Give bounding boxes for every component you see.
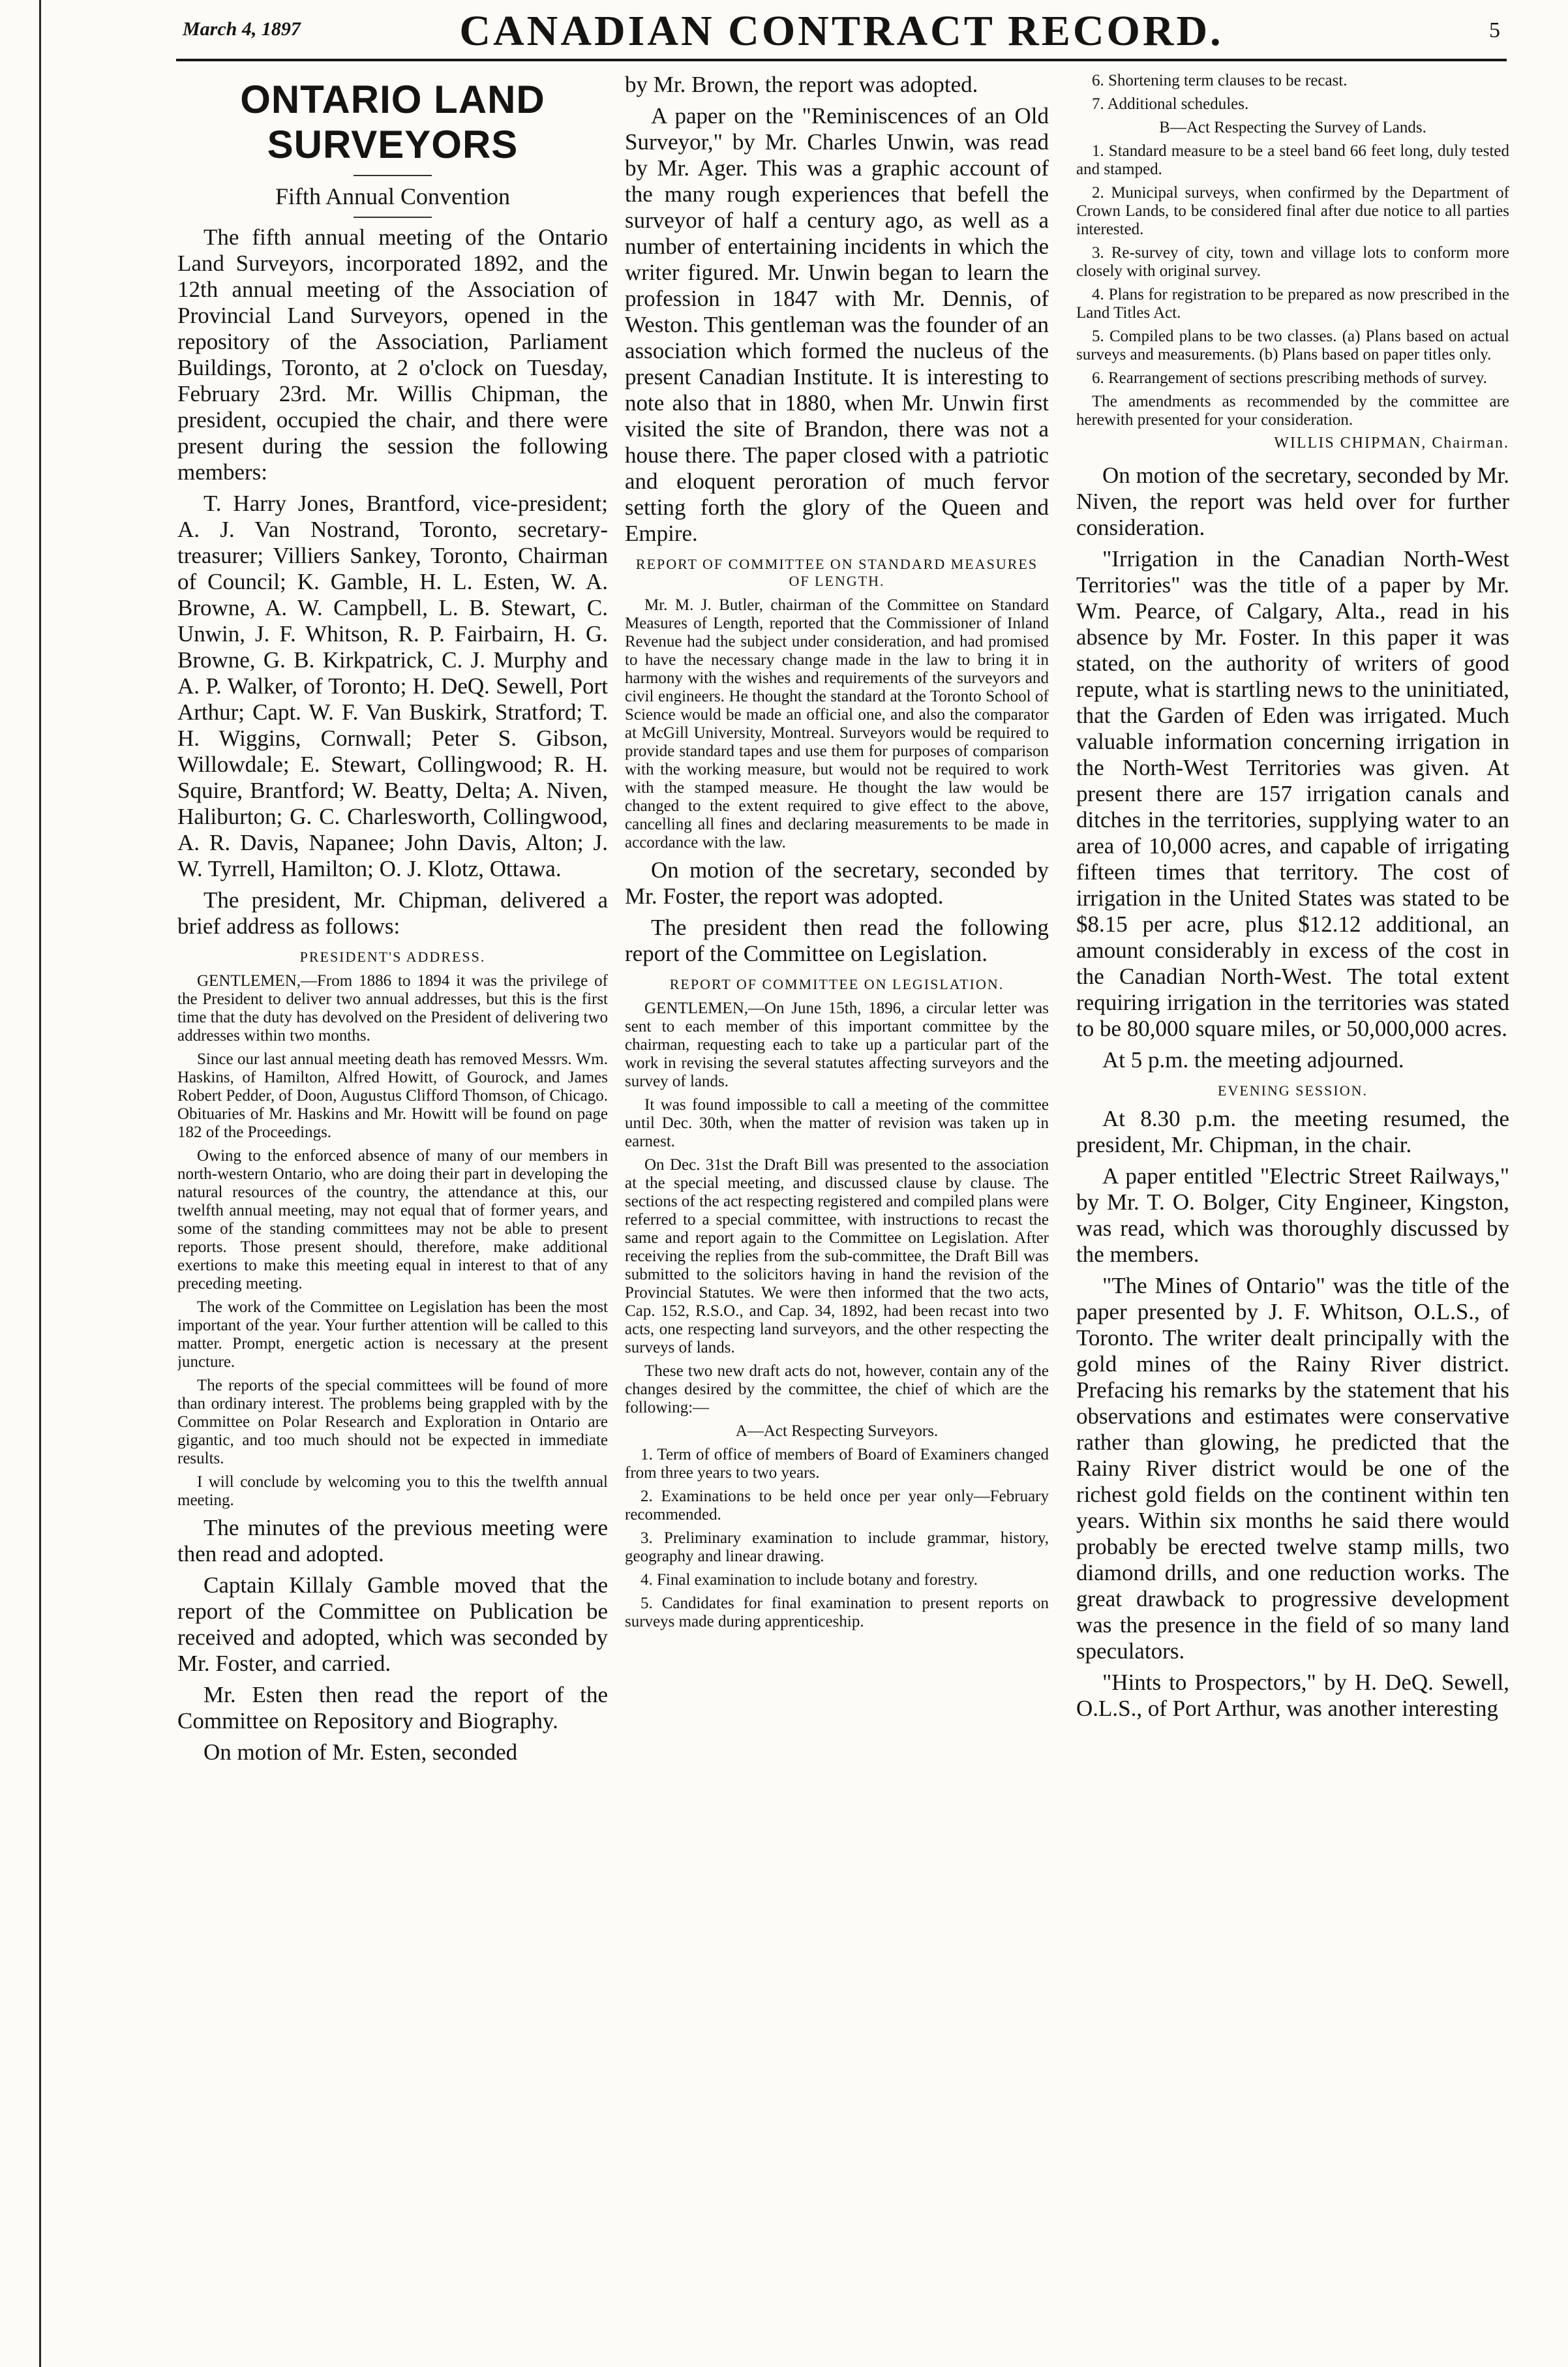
paragraph: I will conclude by welcoming you to this the twelfth annual meeting. — [177, 1473, 608, 1509]
list-item: 5. Compiled plans to be two classes. (a) Plans based on actual surveys and measurements. (b) Plans based on paper titles only. — [1076, 328, 1509, 363]
paragraph: The amendments as recommended by the committee are herewith presented for your consideration. — [1076, 393, 1509, 429]
paragraph: On motion of the secretary, seconded by Mr. Niven, the report was held over for further consideration. — [1076, 463, 1509, 540]
paragraph: At 5 p.m. the meeting adjourned. — [1102, 1047, 1404, 1073]
publication-title: CANADIAN CONTRACT RECORD. — [459, 7, 1224, 55]
masthead — [176, 4, 1507, 67]
paragraph: The president then read the following report of the Committee on Legislation. — [625, 915, 1049, 966]
divider — [354, 175, 432, 176]
list-item: 2. Municipal surveys, when confirmed by the Department of Crown Lands, to be considered final after due notice to all parties interested. — [1076, 184, 1509, 238]
paragraph: The fifth annual meeting of the Ontario Land Surveyors, incorporated 1892, and the 12th annual meeting of the Association of Provincial Land Surveyors, opened in the repository of the Association, Parliament Buildings, Toronto, at 2 o'clock on Tuesday, February 23rd. Mr. Willis Chipman, the president, occupied the chair, and there were present during the session the following members: — [177, 224, 608, 485]
list-item: 6. Rearrangement of sections prescribing methods of survey. — [1092, 369, 1487, 387]
paragraph: "Hints to Prospectors," by H. DeQ. Sewell, O.L.S., of Port Arthur, was another interesting — [1076, 1670, 1509, 1721]
paragraph: T. Harry Jones, Brantford, vice-president; A. J. Van Nostrand, Toronto, secretary-treasurer; Villiers Sankey, Toronto, Chairman of Council; K. Gamble, H. L. Esten, W. A. Browne, A. W. Campbell, L. B. Stewart, C. Unwin, J. F. Whitson, R. P. Fairbairn, H. G. Browne, G. B. Kirkpatrick, C. J. Murphy and A. P. Walker, of Toronto; H. DeQ. Sewell, Port Arthur; Capt. W. F. Van Buskirk, Stratford; T. H. Wiggins, Cornwall; Peter S. Gibson, Willowdale; E. Stewart, Collingwood; R. H. Squire, Brantford; W. Beatty, Delta; A. Niven, Haliburton; G. C. Charlesworth, Collingwood, A. R. Davis, Napanee; John Davis, Alton; J. W. Tyrrell, Hamilton; O. J. Klotz, Ottawa. — [177, 491, 608, 881]
signature-line: WILLIS CHIPMAN, Chairman. — [1274, 435, 1509, 451]
column-2 — [625, 72, 1049, 2342]
list-item: 4. Final examination to include botany and forestry. — [641, 1571, 978, 1589]
paragraph: A paper entitled "Electric Street Railways," by Mr. T. O. Bolger, City Engineer, Kingston, was read, which was thoroughly discussed by the members. — [1076, 1163, 1509, 1267]
paragraph: The reports of the special committees will be found of more than ordinary interest. The problems being grappled with by the Committee on Polar Research and Exploration in Ontario are gigantic, and too much should not be expected in immediate results. — [177, 1377, 608, 1467]
section-heading: EVENING SESSION. — [1218, 1082, 1368, 1099]
paragraph: On Dec. 31st the Draft Bill was presented to the association at the special meeting, and discussed clause by clause. The sections of the act respecting registered and compiled plans were referred to a special committee, with instructions to recast the same and report again to the Committee on Legislation. After receiving the replies from the sub-committee, the Draft Bill was submitted to the solicitors having in hand the revision of the Provincial Statutes. We were then informed that the two acts, Cap. 152, R.S.O., and Cap. 34, 1892, had been recast into two acts, one respecting land surveyors, and the other respecting the surveys of lands. — [625, 1156, 1049, 1356]
list-heading: B—Act Respecting the Survey of Lands. — [1159, 119, 1426, 136]
paragraph: The president, Mr. Chipman, delivered a brief address as follows: — [177, 887, 608, 939]
masthead-rule — [176, 59, 1507, 61]
column-3 — [1076, 72, 1509, 2342]
list-item: 6. Shortening term clauses to be recast. — [1092, 72, 1348, 89]
paragraph: Mr. M. J. Butler, chairman of the Committee on Standard Measures of Length, reported that the Commissioner of Inland Revenue had the subject under consideration, and had promised to have the necessary change made in the law to bring it in harmony with the wishes and requirements of the surveyors and civil engineers. He thought the standard at the Toronto School of Science would be made an official one, and also the comparator at McGill University, Montreal. Surveyors would be required to provide standard tapes and use them for purposes of comparison with the working measure, but would not be required to work with the stamped measure. He thought the law would be changed to the extent required to give effect to the above, cancelling all fines and declaring measurements to be made in accordance with the law. — [625, 596, 1049, 851]
paragraph: The minutes of the previous meeting were then read and adopted. — [177, 1515, 608, 1566]
issue-date: March 4, 1897 — [183, 18, 301, 40]
list-item: 4. Plans for registration to be prepared as now prescribed in the Land Titles Act. — [1076, 286, 1509, 322]
list-item: 1. Term of office of members of Board of Examiners changed from three years to two years. — [625, 1446, 1049, 1482]
list-item: 5. Candidates for final examination to present reports on surveys made during apprenticeship. — [625, 1595, 1049, 1630]
paragraph: Owing to the enforced absence of many of our members in north-western Ontario, who are doing their part in developing the natural resources of the country, the attendance at this, our twelfth annual meeting, may not equal that of former years, and some of the standing committees may not be able to present reports. Those present should, therefore, make additional exertions to make this meeting equal in interest to that of any preceding meeting. — [177, 1147, 608, 1292]
list-item: 7. Additional schedules. — [1092, 95, 1249, 113]
paragraph: GENTLEMEN,—From 1886 to 1894 it was the privilege of the President to deliver two annual addresses, but this is the first time that the duty has devolved on the President of delivering two addresses within two months. — [177, 972, 608, 1045]
paragraph: by Mr. Brown, the report was adopted. — [625, 72, 978, 97]
list-heading: A—Act Respecting Surveyors. — [735, 1422, 939, 1440]
paragraph: The work of the Committee on Legislation has been the most important of the year. Your further attention will be called to this matter. Prompt, energetic action is necessary at the present juncture. — [177, 1298, 608, 1371]
list-item: 3. Re-survey of city, town and village lots to conform more closely with original survey. — [1076, 244, 1509, 280]
column-1 — [177, 72, 608, 2342]
section-heading: PRESIDENT'S ADDRESS. — [299, 949, 486, 965]
paragraph: It was found impossible to call a meeting of the committee until Dec. 30th, when the matter of revision was taken up in earnest. — [625, 1096, 1049, 1150]
page-number: 5 — [1489, 18, 1500, 42]
paragraph: These two new draft acts do not, however, contain any of the changes desired by the committee, the chief of which are the following:— — [625, 1362, 1049, 1416]
list-item: 3. Preliminary examination to include grammar, history, geography and linear drawing. — [625, 1529, 1049, 1565]
article-title: ONTARIO LAND SURVEYORS — [240, 78, 545, 166]
article-subtitle: Fifth Annual Convention — [275, 183, 510, 209]
paragraph: Mr. Esten then read the report of the Committee on Repository and Biography. — [177, 1682, 608, 1733]
paragraph: "Irrigation in the Canadian North-West Territories" was the title of a paper by Mr. Wm. Pearce, of Calgary, Alta., read in his absence by Mr. Foster. In this paper it was stated, on the authority of writers of good repute, what is startling news to the uninitiated, that the Garden of Eden was irrigated. Much valuable information concerning irrigation in the North-West Territories was given. At present there are 157 irrigation canals and ditches in the territories, supplying water to an area of 10,000 acres, and capable of irrigating fifteen times that territory. The cost of irrigation in the United States was stated to be $8.15 per acre, plus $12.12 additional, an amount considerably in excess of the cost in the Canadian North-West. The total extent requiring irrigation in the territories was stated to be 80,000 square miles, or 50,000,000 acres. — [1076, 546, 1509, 1041]
paragraph: At 8.30 p.m. the meeting resumed, the president, Mr. Chipman, in the chair. — [1076, 1106, 1509, 1157]
scan-margin — [0, 0, 41, 2367]
paragraph: Since our last annual meeting death has removed Messrs. Wm. Haskins, of Hamilton, Alfred Howitt, of Gourock, and James Robert Pedder, of Doon, Augustus Clifford Thomson, of Chicago. Obituaries of Mr. Haskins and Mr. Howitt will be found on page 182 of the Proceedings. — [177, 1050, 608, 1141]
list-item: 1. Standard measure to be a steel band 66 feet long, duly tested and stamped. — [1076, 142, 1509, 178]
section-heading: REPORT OF COMMITTEE ON STANDARD MEASURES OF LENGTH. — [635, 556, 1038, 589]
paragraph: "The Mines of Ontario" was the title of the paper presented by J. F. Whitson, O.L.S., of Toronto. The writer dealt principally with the gold mines of the Rainy River district. Prefacing his remarks by the statement that his observations and estimates were conservative rather than glowing, he predicted that the Rainy River district would be one of the richest gold fields on the continent within ten years. Within six months he said there would probably be erected twelve stamp mills, two diamond drills, and one reduction works. The great drawback to progressive development was the presence in the field of so many land speculators. — [1076, 1273, 1509, 1664]
paragraph: A paper on the "Reminiscences of an Old Surveyor," by Mr. Charles Unwin, was read by Mr. Ager. This was a graphic account of the many rough experiences that befell the surveyor of half a century ago, as well as a number of entertaining incidents in which the writer figured. Mr. Unwin began to learn the profession in 1847 with Mr. Dennis, of Weston. This gentleman was the founder of an association which formed the nucleus of the present Canadian Institute. It is interesting to note also that in 1880, when Mr. Unwin first visited the site of Brandon, there was not a house there. The paper closed with a patriotic and eloquent peroration of much fervor setting forth the glory of the Queen and Empire. — [625, 103, 1049, 546]
paragraph: On motion of the secretary, seconded by Mr. Foster, the report was adopted. — [625, 857, 1049, 909]
list-item: 2. Examinations to be held once per year only—February recommended. — [625, 1488, 1049, 1523]
paragraph: Captain Killaly Gamble moved that the report of the Committee on Publication be received and adopted, which was seconded by Mr. Foster, and carried. — [177, 1572, 608, 1676]
paragraph: GENTLEMEN,—On June 15th, 1896, a circular letter was sent to each member of this important committee by the chairman, requesting each to take up a particular part of the work in revising the several statutes affecting surveyors and the survey of lands. — [625, 1000, 1049, 1090]
divider — [354, 217, 432, 218]
section-heading: REPORT OF COMMITTEE ON LEGISLATION. — [669, 976, 1004, 992]
paragraph: On motion of Mr. Esten, seconded — [204, 1739, 518, 1765]
